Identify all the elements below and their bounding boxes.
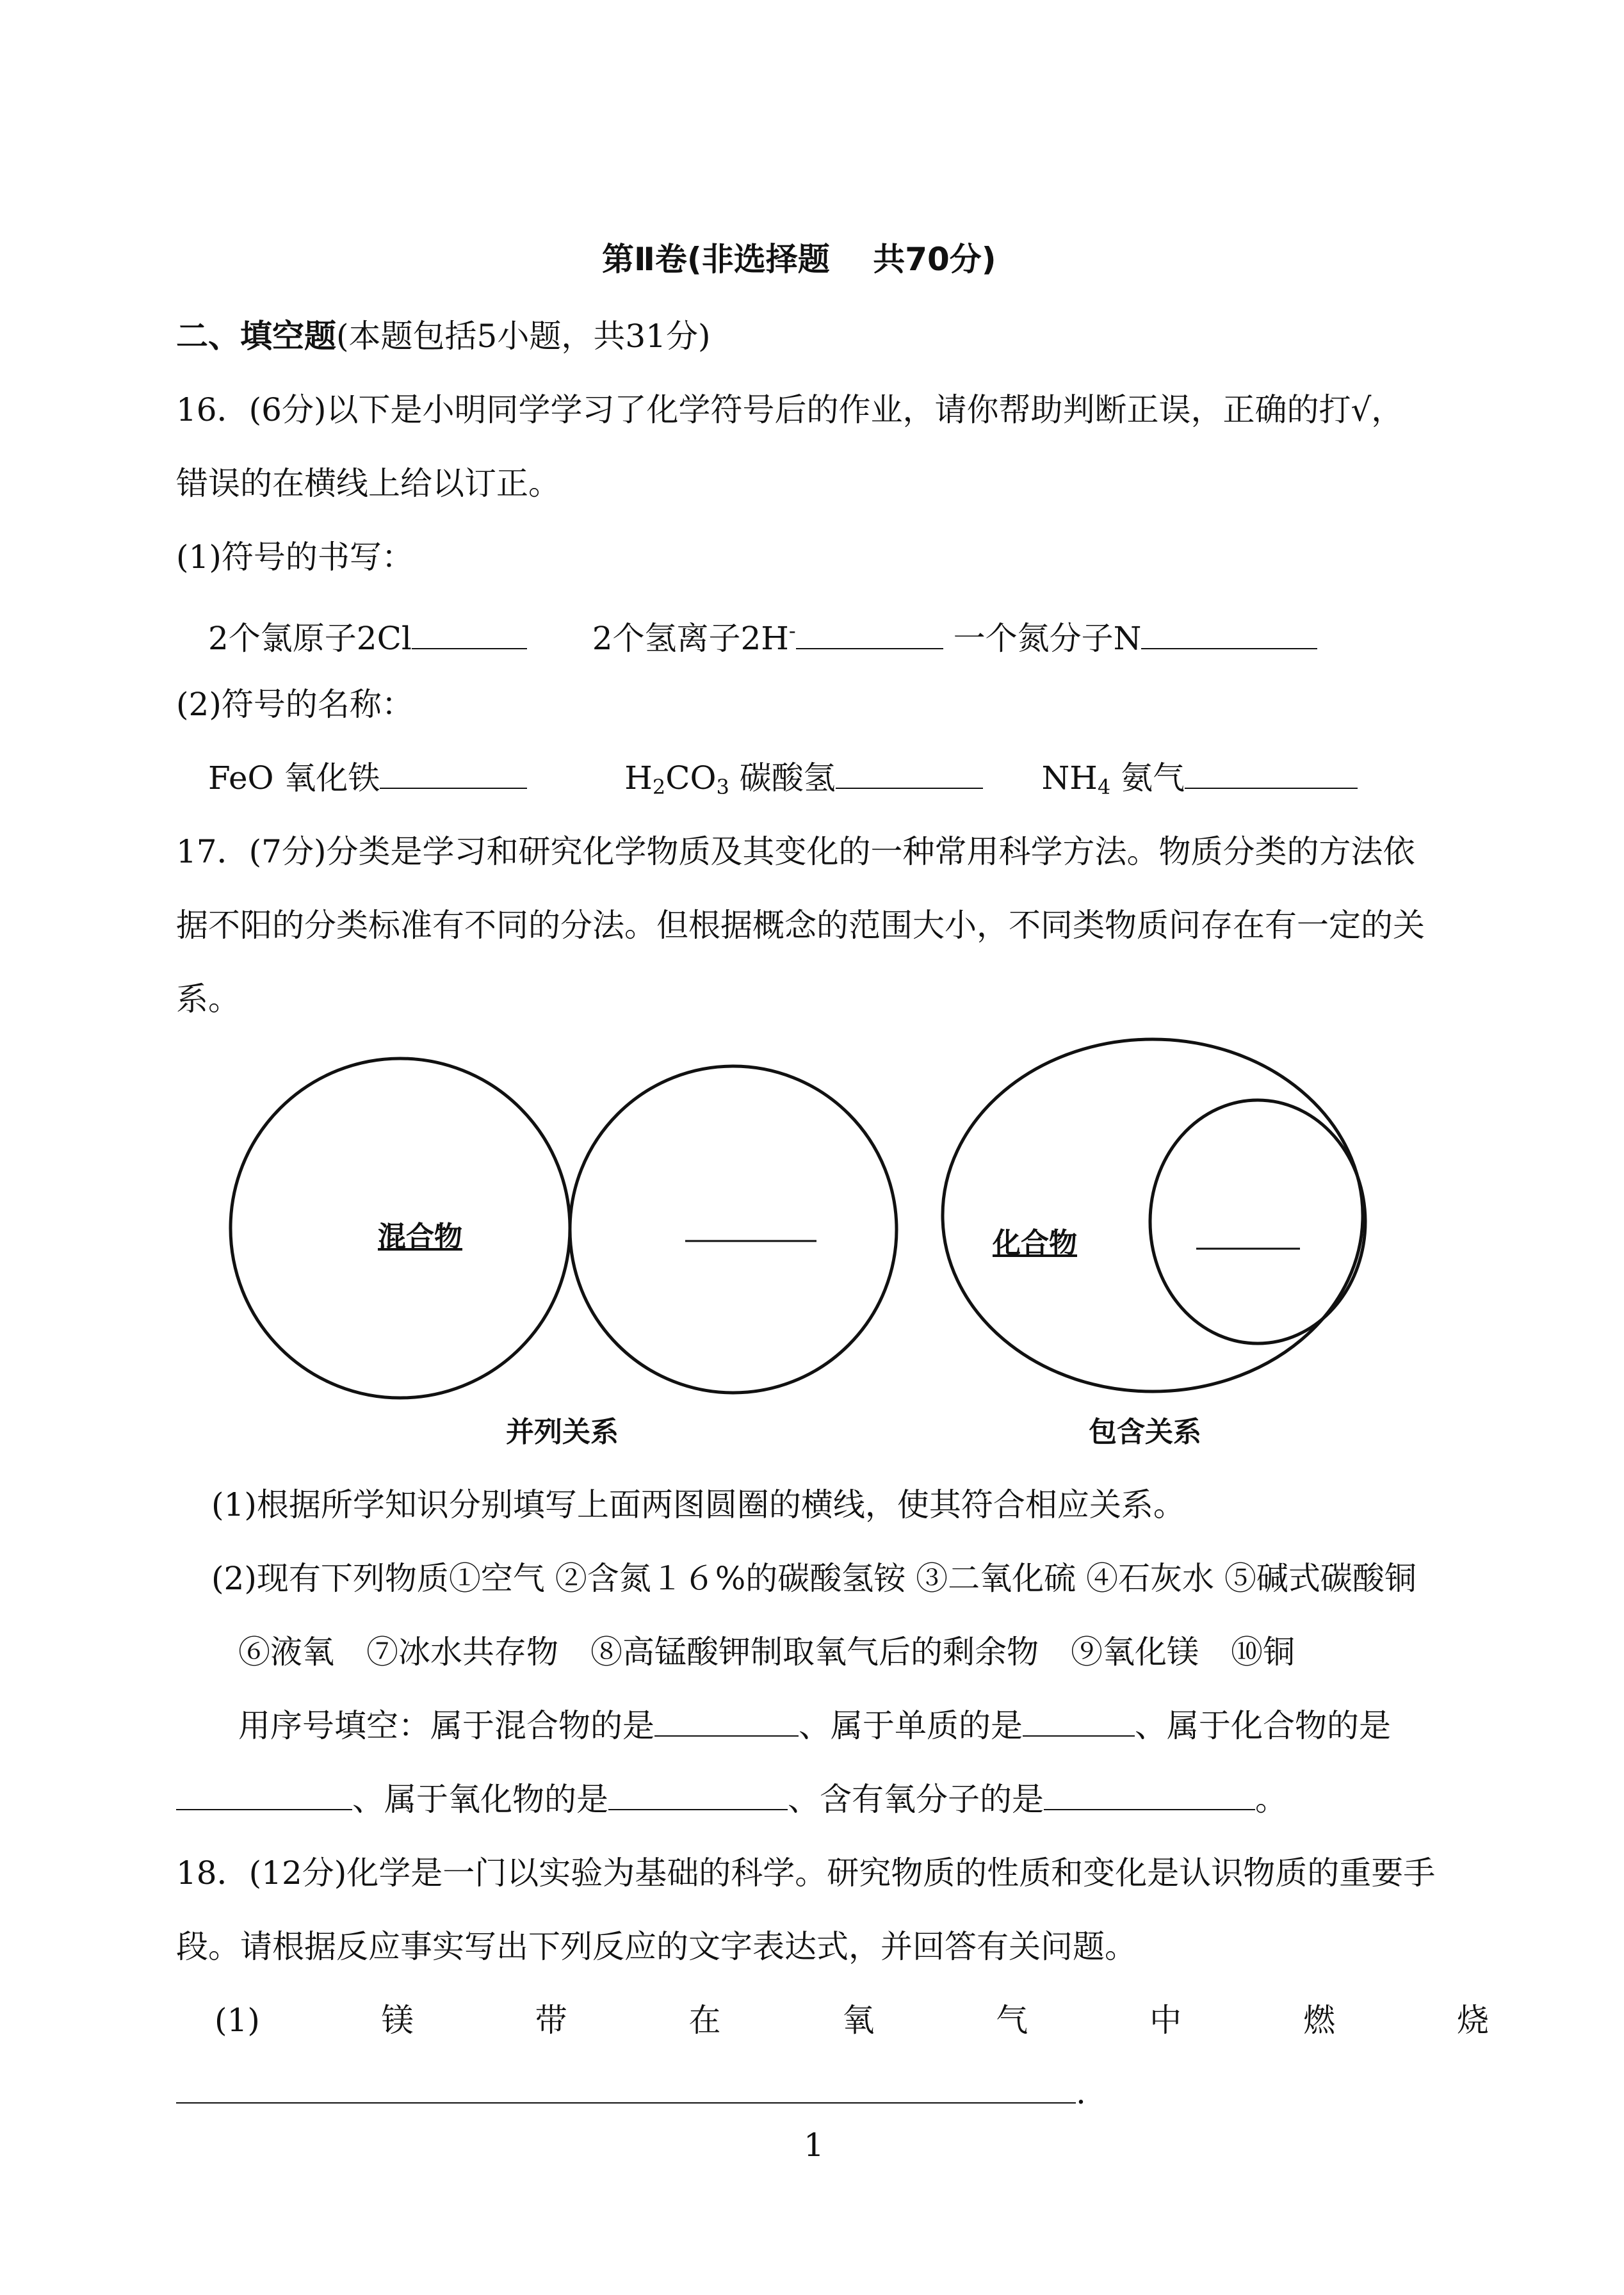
- left-caption: 并列关系: [506, 1416, 619, 1448]
- right-inner-ellipse: [1150, 1100, 1365, 1343]
- fill-element-blank[interactable]: [1023, 1707, 1135, 1737]
- q16-sub1: (1)符号的书写：: [176, 539, 414, 576]
- fill-compound-label: 、属于化合物的是: [1135, 1707, 1391, 1744]
- q16-item2-blank[interactable]: [796, 620, 943, 649]
- q18-sub1-answer-blank[interactable]: [176, 2074, 1076, 2104]
- q16-item3-blank[interactable]: [1141, 620, 1317, 649]
- fill-mixture-label: 用序号填空：属于混合物的是: [238, 1707, 654, 1744]
- q17-fill-row1: [238, 1707, 1391, 1745]
- q16-item6-text: $NH_4$ 氨气: [1041, 759, 1185, 799]
- q17-line3: 系。: [176, 980, 240, 1018]
- q17-sub1: (1)根据所学知识分别填写上面两图圆圈的横线，使其符合相应关系。: [211, 1486, 1185, 1523]
- fill-oxide-label: 、属于氧化物的是: [352, 1781, 608, 1818]
- part2-note: (本题包括5小题，共31分): [336, 318, 711, 355]
- q16-item1-blank[interactable]: [412, 620, 527, 649]
- right-outer-ellipse: [943, 1039, 1363, 1391]
- fill-compound-blank[interactable]: [176, 1781, 352, 1810]
- q16-row2: [208, 759, 1358, 806]
- q16-item5-text: $H_2CO_3$ 碳酸氢: [624, 759, 836, 799]
- section-title: 第Ⅱ卷(非选择题 共70分): [602, 241, 996, 278]
- left-circle-label: 混合物: [378, 1220, 462, 1253]
- q17-line1: 17．(7分)分类是学习和研究化学物质及其变化的一种常用科学方法。物质分类的方法依: [176, 833, 1415, 870]
- fill-mixture-blank[interactable]: [654, 1707, 799, 1737]
- q17-line2: 据不阳的分类标准有不同的分法。但根据概念的范围大小，不同类物质问存在有一定的关: [176, 907, 1425, 944]
- q18-sub1-row: (1) 镁 带 在 氧 气 中 燃 烧: [215, 2002, 1489, 2039]
- q17-fill-row2: 、属于氧化物的是 、含有氧分子的是 。: [176, 1780, 1287, 1819]
- q16-item4-text: FeO 氧化铁: [208, 759, 380, 797]
- q16-item4-blank[interactable]: [380, 759, 527, 789]
- fill-element-label: 、属于单质的是: [799, 1707, 1023, 1744]
- classification-diagram: [0, 1025, 1624, 1473]
- q16-line1: 16．(6分)以下是小明同学学习了化学符号后的作业，请你帮助判断正误，正确的打√，: [176, 391, 1404, 428]
- q18-sub1-answer-row: .: [176, 2073, 1086, 2112]
- q18-line2: 段。请根据反应事实写出下列反应的文字表达式，并回答有关问题。: [176, 1928, 1137, 1965]
- q16-row1: [208, 612, 1317, 658]
- fill-oxygen-molecule-label: 、含有氧分子的是: [788, 1781, 1044, 1818]
- part2-heading-row: [176, 317, 710, 355]
- fill-oxygen-molecule-blank[interactable]: [1044, 1781, 1255, 1810]
- q16-item6-blank[interactable]: [1185, 759, 1358, 789]
- fill-oxide-blank[interactable]: [608, 1781, 788, 1810]
- right-caption: 包含关系: [1089, 1416, 1201, 1448]
- right-outer-label: 化合物: [993, 1227, 1077, 1260]
- left-circle-2: [570, 1066, 897, 1393]
- q16-sub2: (2)符号的名称：: [176, 686, 414, 723]
- q16-item1-text: 2个氯原子2Cl: [208, 620, 412, 657]
- q16-item5-blank[interactable]: [836, 759, 983, 789]
- q16-line2: 错误的在横线上给以订正。: [176, 465, 560, 502]
- q18-line1: 18．(12分)化学是一门以实验为基础的科学。研究物质的性质和变化是认识物质的重要手: [176, 1854, 1436, 1892]
- q17-sub2-line1: (2)现有下列物质①空气 ②含氮１６%的碳酸氢铵 ③二氧化硫 ④石灰水 ⑤碱式碳酸铜: [211, 1560, 1417, 1597]
- q16-item2-text: 2个氢离子2H-: [592, 619, 796, 657]
- part2-heading: 二、填空题: [176, 318, 336, 355]
- page-number: 1: [804, 2127, 824, 2164]
- q17-sub2-line2: ⑥液氧 ⑦冰水共存物 ⑧高锰酸钾制取氧气后的剩余物 ⑨氧化镁 ⑩铜: [238, 1634, 1295, 1671]
- q16-item3-text: 一个氮分子N: [953, 620, 1142, 657]
